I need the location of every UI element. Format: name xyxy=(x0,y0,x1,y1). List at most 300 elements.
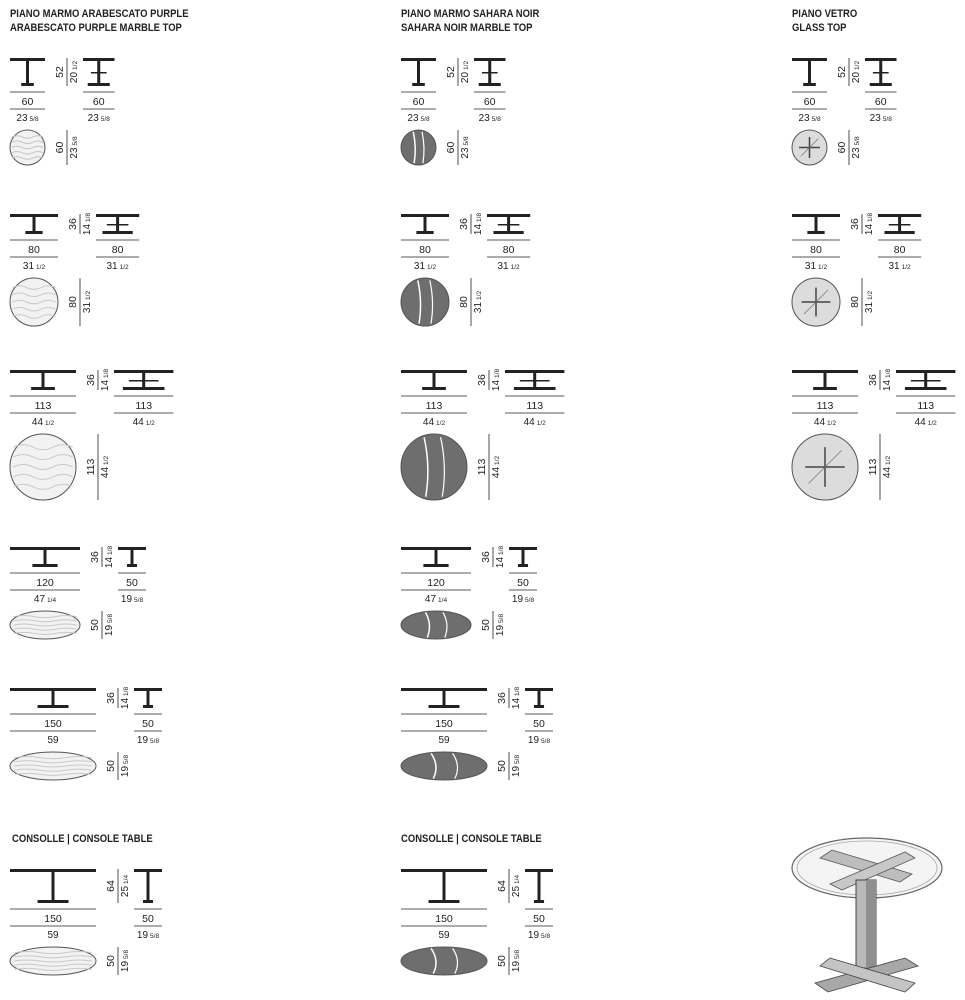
table-base xyxy=(143,705,153,708)
inch-value: 47 1/4 xyxy=(424,594,448,605)
height-inch xyxy=(120,875,131,898)
inch-value: 311/2 xyxy=(82,290,93,314)
height-cm: 36 xyxy=(496,692,508,704)
table-top xyxy=(865,58,897,61)
height-inch xyxy=(104,546,115,569)
depth-inch xyxy=(528,735,551,746)
height-cm: 36 xyxy=(458,218,470,230)
table-drawing-dark-5 xyxy=(401,869,553,975)
inch-value: 195/8 xyxy=(511,754,522,778)
inch-value: 141/8 xyxy=(882,368,893,392)
inch-value: 23 5/8 xyxy=(478,113,501,124)
inch-value: 201/2 xyxy=(460,60,471,84)
width-cm: 120 xyxy=(427,577,445,589)
table-top xyxy=(134,688,162,691)
depth-cm: 50 xyxy=(517,577,529,589)
width-inch xyxy=(23,261,46,272)
table-column xyxy=(26,61,29,83)
table-top-plan xyxy=(10,434,76,500)
table-column xyxy=(538,691,541,705)
plan-depth-cm: 50 xyxy=(480,619,492,631)
inch-value: 59 xyxy=(47,735,59,746)
table-column xyxy=(44,550,47,564)
height-inch xyxy=(69,61,80,84)
height-inch xyxy=(864,213,875,236)
table-top xyxy=(401,58,436,61)
table-top xyxy=(83,58,115,61)
table-drawing-dark-2 xyxy=(401,369,564,500)
height-cm: 64 xyxy=(496,880,508,892)
table-column xyxy=(52,691,55,705)
depth-cm: 60 xyxy=(483,96,496,108)
height-inch xyxy=(882,369,893,392)
table-column xyxy=(815,217,818,231)
table-base xyxy=(102,231,132,234)
table-base xyxy=(31,387,55,390)
plan-depth-cm: 80 xyxy=(458,296,470,308)
height-inch xyxy=(851,61,862,84)
depth-cm: 50 xyxy=(142,718,154,730)
height-inch xyxy=(491,369,502,392)
table-top-plan xyxy=(401,611,471,639)
title-it: PIANO MARMO SAHARA NOIR xyxy=(401,8,540,20)
inch-value: 31 1/2 xyxy=(22,261,46,272)
plan-depth-inch xyxy=(851,136,862,159)
depth-inch xyxy=(870,113,893,124)
height-inch xyxy=(82,213,93,236)
height-cm: 36 xyxy=(89,551,101,563)
table-column xyxy=(52,872,55,900)
inch-value: 311/2 xyxy=(864,290,875,314)
plan-depth-inch xyxy=(491,456,502,479)
width-cm: 150 xyxy=(435,913,453,925)
inch-value: 44 1/2 xyxy=(523,417,546,428)
depth-inch xyxy=(528,930,551,941)
table-column xyxy=(538,872,541,900)
inch-value: 195/8 xyxy=(120,949,131,973)
width-inch xyxy=(16,113,39,124)
plan-depth-cm: 60 xyxy=(54,141,66,154)
depth-inch xyxy=(498,261,521,272)
inch-value: 44 1/2 xyxy=(31,417,55,428)
table-top xyxy=(134,869,162,872)
height-inch xyxy=(100,369,111,392)
width-inch xyxy=(47,930,59,941)
width-inch xyxy=(805,261,828,272)
inch-value: 31 1/2 xyxy=(804,261,828,272)
inch-value: 44 1/2 xyxy=(914,417,937,428)
depth-inch xyxy=(524,417,547,428)
depth-inch xyxy=(121,594,144,605)
inch-value: 44 1/2 xyxy=(813,417,837,428)
table-top xyxy=(10,869,96,872)
table-top xyxy=(10,547,80,550)
depth-cm: 113 xyxy=(135,400,153,412)
plan-depth-inch xyxy=(82,291,93,314)
title-it: PIANO MARMO ARABESCATO PURPLE xyxy=(10,8,189,20)
table-drawing-white-5 xyxy=(10,869,162,975)
plan-depth-inch xyxy=(100,456,111,479)
plan-depth-inch xyxy=(882,456,893,479)
inch-value: 19 5/8 xyxy=(120,594,144,605)
table-column xyxy=(522,550,525,564)
table-base xyxy=(534,900,544,903)
plan-depth-cm: 50 xyxy=(89,619,101,631)
table-top xyxy=(792,370,858,373)
height-cm: 52 xyxy=(445,66,457,78)
height-cm: 36 xyxy=(105,692,117,704)
table-top xyxy=(401,869,487,872)
table-base xyxy=(518,564,528,567)
inch-value: 23 5/8 xyxy=(87,113,110,124)
table-base xyxy=(870,83,892,86)
table-column xyxy=(435,550,438,564)
table-drawing-white-3 xyxy=(10,546,146,639)
inch-value: 195/8 xyxy=(495,613,506,637)
inch-value: 141/8 xyxy=(82,212,93,236)
plan-depth-inch xyxy=(511,950,522,973)
depth-cm: 50 xyxy=(126,577,138,589)
inch-value: 141/8 xyxy=(864,212,875,236)
table-column xyxy=(147,872,150,900)
plan-depth-inch xyxy=(495,614,506,637)
table-top xyxy=(792,214,840,217)
plan-depth-inch xyxy=(69,136,80,159)
height-cm: 52 xyxy=(836,66,848,78)
height-cm: 52 xyxy=(54,66,66,78)
inch-value: 19 5/8 xyxy=(136,735,160,746)
table-top-plan xyxy=(401,278,449,326)
table-base xyxy=(429,705,460,708)
width-inch xyxy=(425,594,448,605)
height-cm: 36 xyxy=(867,374,879,386)
plan-depth-inch xyxy=(104,614,115,637)
depth-cm: 113 xyxy=(917,400,935,412)
table-base xyxy=(423,564,448,567)
height-inch xyxy=(460,61,471,84)
plan-depth-cm: 80 xyxy=(849,296,861,308)
width-inch xyxy=(47,735,59,746)
inch-value: 59 xyxy=(438,735,450,746)
height-cm: 36 xyxy=(849,218,861,230)
table-top xyxy=(525,869,553,872)
table-drawing-glass-1 xyxy=(792,213,921,326)
depth-cm: 50 xyxy=(533,913,545,925)
width-cm: 120 xyxy=(36,577,54,589)
table-base xyxy=(803,83,816,86)
table-column xyxy=(42,373,45,387)
inch-value: 441/2 xyxy=(882,455,893,479)
width-cm: 113 xyxy=(34,400,52,412)
title-en: GLASS TOP xyxy=(792,22,847,34)
table-base xyxy=(479,83,501,86)
inch-value: 31 1/2 xyxy=(413,261,437,272)
inch-value: 201/2 xyxy=(69,60,80,84)
title-en: ARABESCATO PURPLE MARBLE TOP xyxy=(10,22,182,34)
inch-value: 251/4 xyxy=(511,874,522,898)
table-drawing-dark-1 xyxy=(401,213,530,326)
table-drawing-white-1 xyxy=(10,213,139,326)
width-inch xyxy=(798,113,821,124)
inch-value: 141/8 xyxy=(100,368,111,392)
inch-value: 59 xyxy=(47,930,59,941)
inch-value: 19 5/8 xyxy=(136,930,160,941)
plan-depth-inch xyxy=(120,755,131,778)
width-cm: 113 xyxy=(816,400,834,412)
table-top xyxy=(505,370,564,373)
inch-value: 195/8 xyxy=(104,613,115,637)
inch-value: 19 5/8 xyxy=(511,594,535,605)
height-inch xyxy=(511,875,522,898)
plan-depth-cm: 113 xyxy=(867,458,879,476)
inch-value: 141/8 xyxy=(511,686,522,710)
width-cm: 113 xyxy=(425,400,443,412)
steel-column-shade xyxy=(866,880,876,968)
table-base xyxy=(32,564,57,567)
table-drawing-white-2 xyxy=(10,369,173,500)
depth-inch xyxy=(107,261,130,272)
table-top-plan xyxy=(401,947,487,975)
glass-table-perspective xyxy=(792,838,942,992)
inch-value: 31 1/2 xyxy=(888,261,911,272)
table-top xyxy=(401,214,449,217)
depth-inch xyxy=(137,735,160,746)
table-crossbar xyxy=(498,224,520,226)
depth-cm: 50 xyxy=(533,718,545,730)
table-drawing-glass-0 xyxy=(792,58,897,165)
table-column xyxy=(433,373,436,387)
height-inch xyxy=(511,687,522,710)
inch-value: 23 5/8 xyxy=(798,113,821,124)
table-drawing-white-0 xyxy=(10,58,115,165)
plan-depth-inch xyxy=(460,136,471,159)
depth-inch xyxy=(512,594,535,605)
table-drawing-glass-2 xyxy=(792,369,955,500)
table-top xyxy=(487,214,530,217)
table-top xyxy=(401,688,487,691)
table-column xyxy=(424,217,427,231)
width-inch xyxy=(407,113,430,124)
table-top xyxy=(10,214,58,217)
height-cm: 36 xyxy=(67,218,79,230)
title-it: PIANO VETRO xyxy=(792,8,858,20)
inch-value: 195/8 xyxy=(120,754,131,778)
table-top xyxy=(114,370,173,373)
table-base xyxy=(813,387,837,390)
depth-cm: 80 xyxy=(893,244,906,256)
table-column xyxy=(443,691,446,705)
table-base xyxy=(807,231,824,234)
width-inch xyxy=(32,417,55,428)
width-inch xyxy=(414,261,437,272)
table-base xyxy=(514,387,556,390)
width-inch xyxy=(423,417,446,428)
inch-value: 23 5/8 xyxy=(869,113,892,124)
depth-inch xyxy=(889,261,912,272)
table-base xyxy=(493,231,523,234)
table-crossbar xyxy=(520,380,550,382)
plan-depth-cm: 50 xyxy=(105,955,117,967)
width-cm: 60 xyxy=(21,96,34,108)
width-cm: 150 xyxy=(44,913,62,925)
inch-value: 195/8 xyxy=(511,949,522,973)
depth-inch xyxy=(915,417,938,428)
table-top xyxy=(401,547,471,550)
plan-depth-cm: 113 xyxy=(85,458,97,476)
depth-inch xyxy=(88,113,111,124)
table-crossbar xyxy=(873,72,889,74)
width-cm: 60 xyxy=(803,96,816,108)
width-cm: 150 xyxy=(435,718,453,730)
table-base xyxy=(429,900,460,903)
table-drawing-dark-3 xyxy=(401,546,537,639)
height-cm: 36 xyxy=(85,374,97,386)
table-top-plan xyxy=(10,278,58,326)
width-cm: 60 xyxy=(412,96,425,108)
table-crossbar xyxy=(482,72,498,74)
table-column xyxy=(808,61,811,83)
table-top xyxy=(525,688,553,691)
width-cm: 80 xyxy=(810,244,822,256)
height-inch xyxy=(120,687,131,710)
width-cm: 150 xyxy=(44,718,62,730)
inch-value: 23 5/8 xyxy=(16,113,39,124)
plan-depth-cm: 60 xyxy=(836,141,848,154)
inch-value: 31 1/2 xyxy=(497,261,520,272)
plan-depth-cm: 80 xyxy=(67,296,79,308)
depth-cm: 113 xyxy=(526,400,544,412)
console-title-col-1: CONSOLLE | CONSOLE TABLE xyxy=(12,833,153,845)
plan-depth-cm: 50 xyxy=(496,760,508,772)
table-base xyxy=(127,564,137,567)
table-column xyxy=(824,373,827,387)
table-base xyxy=(21,83,34,86)
plan-depth-cm: 60 xyxy=(445,141,457,154)
table-top xyxy=(792,58,827,61)
table-drawing-dark-4 xyxy=(401,687,553,780)
depth-cm: 80 xyxy=(502,244,515,256)
title-en: SAHARA NOIR MARBLE TOP xyxy=(401,22,533,34)
depth-inch xyxy=(479,113,502,124)
width-inch xyxy=(814,417,837,428)
width-cm: 80 xyxy=(419,244,431,256)
depth-cm: 80 xyxy=(111,244,124,256)
inch-value: 19 5/8 xyxy=(527,930,551,941)
table-top-plan xyxy=(401,752,487,780)
table-column xyxy=(33,217,36,231)
table-top-plan xyxy=(401,434,467,500)
height-inch xyxy=(495,546,506,569)
table-base xyxy=(422,387,446,390)
table-crossbar xyxy=(911,380,941,382)
table-crossbar xyxy=(91,72,107,74)
inch-value: 141/8 xyxy=(495,545,506,569)
table-top xyxy=(10,688,96,691)
inch-value: 235/8 xyxy=(69,136,80,159)
table-column xyxy=(147,691,150,705)
table-crossbar xyxy=(107,224,129,226)
table-top xyxy=(878,214,921,217)
inch-value: 141/8 xyxy=(120,686,131,710)
console-title-col-2: CONSOLLE | CONSOLE TABLE xyxy=(401,833,542,845)
plan-depth-cm: 50 xyxy=(496,955,508,967)
table-base xyxy=(38,900,69,903)
table-base xyxy=(25,231,42,234)
table-base xyxy=(416,231,433,234)
table-base xyxy=(884,231,914,234)
table-drawing-dark-0 xyxy=(401,58,506,165)
table-crossbar xyxy=(129,380,159,382)
plan-depth-inch xyxy=(511,755,522,778)
height-cm: 64 xyxy=(105,880,117,892)
depth-cm: 60 xyxy=(874,96,887,108)
width-cm: 80 xyxy=(28,244,40,256)
table-base xyxy=(143,900,153,903)
table-top xyxy=(10,370,76,373)
table-top xyxy=(474,58,506,61)
inch-value: 44 1/2 xyxy=(132,417,155,428)
table-base xyxy=(123,387,165,390)
inch-value: 235/8 xyxy=(460,136,471,159)
plan-depth-inch xyxy=(864,291,875,314)
inch-value: 141/8 xyxy=(491,368,502,392)
table-base xyxy=(905,387,947,390)
inch-value: 47 1/4 xyxy=(33,594,57,605)
table-top xyxy=(10,58,45,61)
inch-value: 441/2 xyxy=(100,455,111,479)
table-top xyxy=(509,547,537,550)
table-top xyxy=(896,370,955,373)
inch-value: 31 1/2 xyxy=(106,261,129,272)
height-cm: 36 xyxy=(476,374,488,386)
depth-inch xyxy=(137,930,160,941)
table-column xyxy=(131,550,134,564)
depth-cm: 60 xyxy=(92,96,105,108)
plan-depth-inch xyxy=(120,950,131,973)
table-crossbar xyxy=(889,224,911,226)
inch-value: 201/2 xyxy=(851,60,862,84)
inch-value: 23 5/8 xyxy=(407,113,430,124)
table-column xyxy=(417,61,420,83)
inch-value: 251/4 xyxy=(120,874,131,898)
table-column xyxy=(443,872,446,900)
table-base xyxy=(412,83,425,86)
width-inch xyxy=(34,594,57,605)
plan-depth-cm: 50 xyxy=(105,760,117,772)
width-inch xyxy=(438,930,450,941)
table-base xyxy=(38,705,69,708)
table-base xyxy=(534,705,544,708)
table-base xyxy=(88,83,110,86)
plan-depth-inch xyxy=(473,291,484,314)
depth-inch xyxy=(133,417,156,428)
inch-value: 19 5/8 xyxy=(527,735,551,746)
inch-value: 441/2 xyxy=(491,455,502,479)
height-cm: 36 xyxy=(480,551,492,563)
plan-depth-cm: 113 xyxy=(476,458,488,476)
table-top xyxy=(401,370,467,373)
inch-value: 235/8 xyxy=(851,136,862,159)
height-inch xyxy=(473,213,484,236)
inch-value: 59 xyxy=(438,930,450,941)
depth-cm: 50 xyxy=(142,913,154,925)
table-top xyxy=(96,214,139,217)
table-top xyxy=(118,547,146,550)
table-top-plan xyxy=(401,130,436,165)
inch-value: 141/8 xyxy=(104,545,115,569)
inch-value: 141/8 xyxy=(473,212,484,236)
inch-value: 311/2 xyxy=(473,290,484,314)
